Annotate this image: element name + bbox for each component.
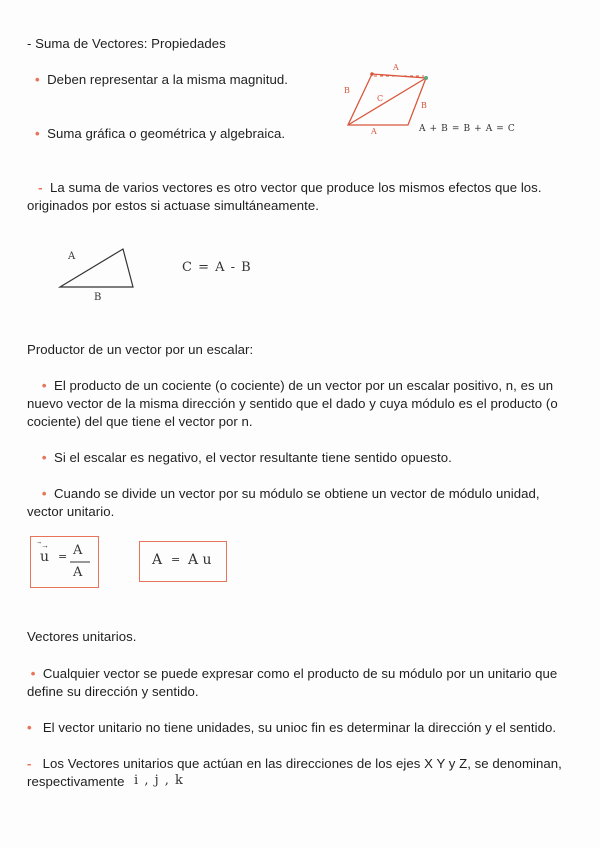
unit-vector-symbols	[134, 773, 184, 788]
formula-rhs: A u	[188, 552, 212, 568]
bullet-icon: •	[35, 126, 40, 141]
unit-i: i	[134, 773, 140, 788]
triangle-label-a: A	[68, 251, 76, 262]
list-item	[27, 665, 557, 701]
bullet-icon: •	[35, 72, 40, 87]
heading-subtitle: Propiedades	[147, 36, 226, 51]
list-item-text: Suma gráfica o geométrica y algebraica.	[47, 126, 286, 141]
bullet-icon: •	[41, 450, 47, 465]
list-item-text: respectivamente	[27, 774, 125, 789]
bullet-icon: •	[27, 720, 32, 735]
list-item-text: cociente) del que tiene el vector por n.	[27, 414, 253, 429]
paragraph-line: originados por estos si actuase simultáneamente.	[27, 198, 319, 213]
commutative-equation: A + B = B + A = C	[419, 124, 516, 134]
heading-title: Suma de Vectores:	[35, 36, 148, 51]
list-item-text: define su dirección y sentido.	[27, 684, 199, 699]
list-item-text: El vector unitario no tiene unidades, su unioc fin es determinar la dirección y el sentido.	[42, 720, 557, 735]
unit-sep: ,	[144, 773, 150, 788]
label-b-left: B	[344, 86, 350, 95]
vertex-dot	[370, 72, 374, 76]
formula-lhs-u: u	[40, 549, 50, 565]
heading-prefix: -	[27, 36, 36, 51]
list-item	[27, 449, 452, 467]
list-item-text: Los Vectores unitarios que actúan en las direcciones de los ejes X Y y Z, se denominan,	[42, 756, 562, 771]
unit-k: k	[175, 773, 184, 788]
fraction-bar	[70, 561, 92, 563]
list-item-text: El producto de un cociente (o cociente) de un vector por un escalar positivo, n, es un	[53, 378, 554, 393]
triangle-label-b: B	[94, 292, 102, 303]
list-item-text: Si el escalar es negativo, el vector resultante tiene sentido opuesto.	[53, 450, 452, 465]
list-item-text: Deben representar a la misma magnitud.	[47, 72, 288, 87]
list-item	[35, 71, 288, 89]
difference-equation: C = A - B	[182, 260, 252, 275]
bullet-icon: -	[27, 756, 32, 771]
vertex-dot	[424, 76, 428, 80]
paragraph-sum	[27, 179, 542, 215]
bullet-icon: •	[41, 378, 47, 393]
list-item-text: vector unitario.	[27, 504, 115, 519]
label-a-top: A	[393, 63, 399, 72]
parallelogram-sketch	[330, 58, 510, 148]
formula-num-a: A	[73, 543, 83, 558]
unit-j: j	[154, 773, 160, 788]
list-item	[27, 755, 562, 791]
list-item	[35, 125, 285, 143]
paragraph-line: La suma de varios vectores es otro vector que produce los mismos efectos que los.	[50, 180, 542, 195]
list-item	[27, 377, 558, 431]
arrow-over-u: ⃗→	[41, 541, 49, 550]
label-c: C	[377, 94, 384, 103]
bullet-icon: •	[30, 666, 36, 681]
unit-sep: ,	[164, 773, 170, 788]
formula-eq: =	[171, 553, 181, 566]
bullet-icon: -	[38, 180, 43, 195]
section-heading-unitarios: Vectores unitarios.	[27, 629, 137, 644]
list-item-text: Cualquier vector se puede expresar como el producto de su módulo por un unitario que	[42, 666, 558, 681]
list-item	[27, 719, 556, 737]
section-heading-producto: Productor de un vector por un escalar:	[27, 342, 254, 357]
label-b-right: B	[421, 101, 427, 110]
list-item-text: Cuando se divide un vector por su módulo se obtiene un vector de módulo unidad,	[53, 486, 540, 501]
list-item	[27, 485, 540, 521]
section-heading-suma	[27, 35, 226, 53]
formula-lhs-a: A	[152, 552, 163, 568]
formula-eq: =	[58, 550, 68, 563]
label-a-bottom: A	[371, 127, 377, 136]
bullet-icon: •	[41, 486, 47, 501]
formula-den-a: A	[73, 565, 83, 580]
list-item-text: nuevo vector de la misma dirección y sentido que el dado y cuya módulo es el producto (o	[27, 396, 558, 411]
